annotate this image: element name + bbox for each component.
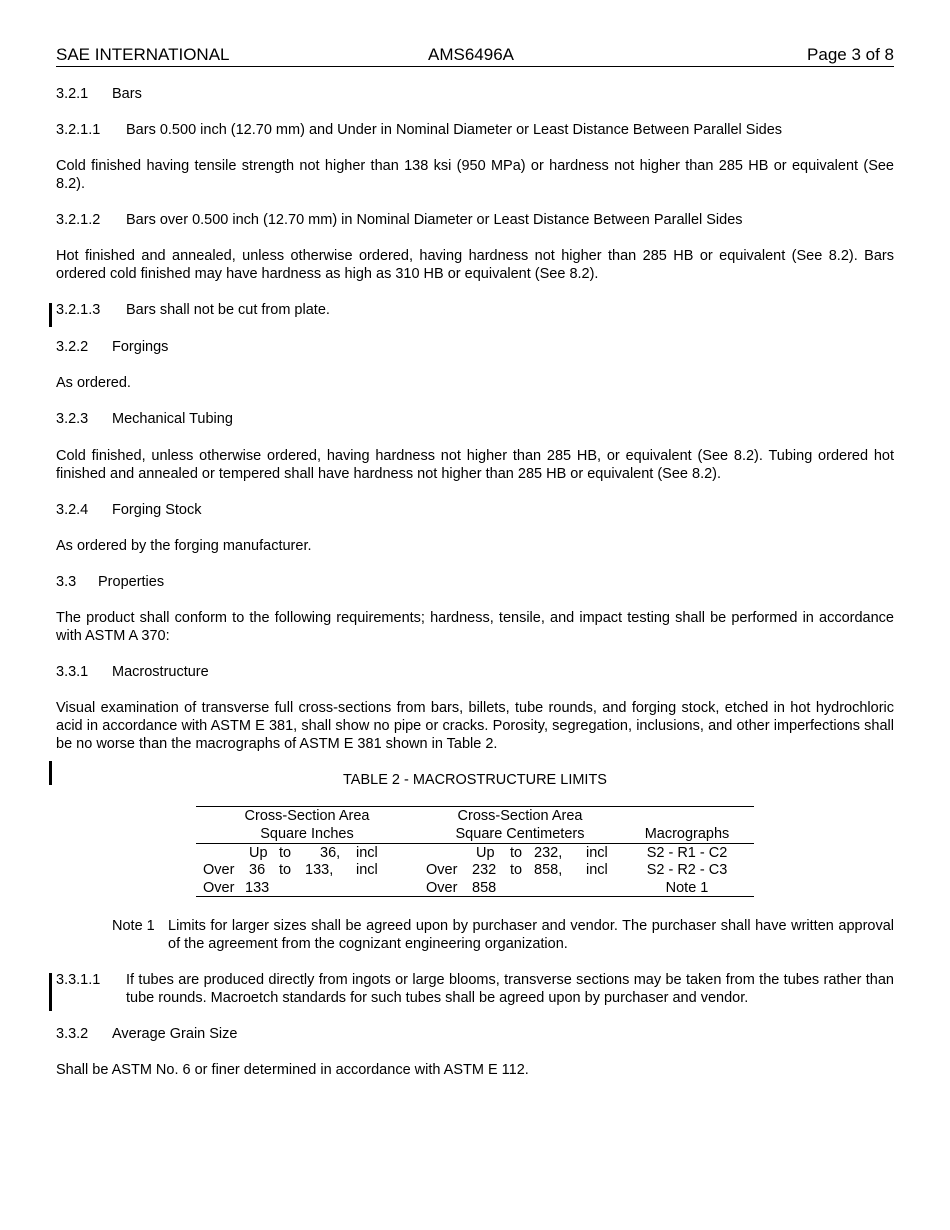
cell-macrograph: S2 - R2 - C3 [646,862,728,878]
section-3-2-1-1-heading [56,121,894,139]
section-title: Bars 0.500 inch (12.70 mm) and Under in Nominal Diameter or Least Distance Between Parallel Sides [126,122,783,138]
cell-cm-from: 858 [472,880,497,896]
section-3-2-4-heading [56,501,894,519]
header-col2-line1: Cross-Section Area [457,808,583,824]
cell-cm-qualifier: Over [426,862,458,878]
header-col2-line2: Square Centimeters [455,826,585,842]
cell-in-qualifier: Over [203,862,235,878]
cell-cm-incl: incl [586,862,608,878]
section-number: 3.2.1.3 [56,302,101,318]
header-col3: Macrographs [644,826,730,842]
change-bar [49,973,52,1011]
section-3-3-2-paragraph: Shall be ASTM No. 6 or finer determined in accordance with ASTM E 112. [56,1062,529,1078]
header-document-number: AMS6496A [428,45,514,64]
section-3-2-1-2-paragraph: Hot finished and annealed, unless otherwise ordered, having hardness not higher than 285 HB or equivalent (See 8.2). Bars ordered cold finished may have hardness as high as 310 HB or equivalent (See 8.2). [56,248,894,282]
section-title: Forging Stock [112,502,202,518]
cell-cm-from: 232 [472,862,497,878]
table-header-rule [196,843,754,844]
section-3-2-1-3-heading [56,301,894,319]
header-col1-line2: Square Inches [260,826,354,842]
section-number: 3.3.2 [56,1026,89,1042]
change-bar [49,761,52,785]
section-3-3-2-heading [56,1025,894,1043]
section-3-3-heading [56,573,894,591]
section-3-3-1-1-paragraph: If tubes are produced directly from ingots or large blooms, transverse sections may be taken from the tubes rather than tube rounds. Macroetch standards for such tubes shall be agreed upon by purchaser and vendor. [126,972,894,1006]
cell-in-qualifier: Over [203,880,235,896]
cell-cm-value: 232, [534,845,563,861]
cell-macrograph: Note 1 [665,880,709,896]
section-number: 3.2.1 [56,86,89,102]
cell-cm-value: 858, [534,862,563,878]
cell-in-from: 36 [249,862,266,878]
section-3-2-2-paragraph: As ordered. [56,375,131,391]
cell-in-to: to [279,845,292,861]
section-3-3-1-heading [56,663,894,681]
section-3-2-1-2-heading [56,211,894,229]
header-page-number: Page 3 of 8 [807,45,894,64]
cell-in-value: 36, [320,845,341,861]
section-title: Macrostructure [112,664,209,680]
cell-cm-qualifier: Over [426,880,458,896]
section-title: Properties [98,574,165,590]
change-bar [49,303,52,327]
section-3-2-3-heading [56,410,894,428]
section-3-2-2-heading [56,338,894,356]
section-title: Mechanical Tubing [112,411,233,427]
cell-cm-from: Up [476,845,495,861]
cell-in-to: to [279,862,292,878]
section-number: 3.2.3 [56,411,89,427]
section-title: Forgings [112,339,169,355]
section-number: 3.3.1 [56,664,89,680]
cell-in-from: 133 [245,880,270,896]
section-number: 3.2.1.2 [56,212,101,228]
table-2-title: TABLE 2 - MACROSTRUCTURE LIMITS [343,772,607,788]
section-3-2-1-1-paragraph: Cold finished having tensile strength not higher than 138 ksi (950 MPa) or hardness not higher than 285 HB or equivalent (See 8.2). [56,158,894,192]
table-top-rule [196,806,754,807]
section-3-2-3-paragraph: Cold finished, unless otherwise ordered, having hardness not higher than 285 HB, or equivalent (See 8.2). Tubing ordered hot finished and annealed or tempered shall have hardness not higher than 285 HB or equivalent (See 8.2). [56,448,894,482]
section-title: Bars shall not be cut from plate. [126,302,330,318]
cell-cm-to: to [510,845,523,861]
section-number: 3.3 [56,574,77,590]
note-1-text: Limits for larger sizes shall be agreed upon by purchaser and vendor. The purchaser shall have written approval of the agreement from the cognizant engineering organization. [168,918,894,952]
note-1-label: Note 1 [112,918,155,934]
cell-in-from: Up [249,845,268,861]
header-col1-line1: Cross-Section Area [244,808,370,824]
section-number: 3.2.4 [56,502,89,518]
section-3-3-1-paragraph: Visual examination of transverse full cross-sections from bars, billets, tube rounds, and forging stock, etched in hot hydrochloric acid in accordance with ASTM E 381, shall show no pipe or cracks. Porosity, segregation, inclusions, and other imperfections shall be no worse than the macrographs of ASTM E 381 shown in Table 2. [56,700,894,752]
section-3-3-paragraph: The product shall conform to the following requirements; hardness, tensile, and impact testing shall be performed in accordance with ASTM A 370: [56,610,894,644]
section-title: Bars over 0.500 inch (12.70 mm) in Nominal Diameter or Least Distance Between Parallel Sides [126,212,743,228]
section-3-3-1-1-number: 3.3.1.1 [56,972,101,988]
cell-macrograph: S2 - R1 - C2 [646,845,728,861]
section-3-2-4-paragraph: As ordered by the forging manufacturer. [56,538,312,554]
cell-in-incl: incl [356,862,378,878]
table-bottom-rule [196,896,754,897]
section-title: Average Grain Size [112,1026,238,1042]
section-title: Bars [112,86,142,102]
page-header [56,44,894,67]
cell-cm-incl: incl [586,845,608,861]
cell-in-value: 133, [305,862,334,878]
header-organization: SAE INTERNATIONAL [56,45,230,64]
section-3-2-1-heading [56,85,894,103]
cell-in-incl: incl [356,845,378,861]
section-number: 3.2.2 [56,339,89,355]
section-number: 3.2.1.1 [56,122,101,138]
cell-cm-to: to [510,862,523,878]
